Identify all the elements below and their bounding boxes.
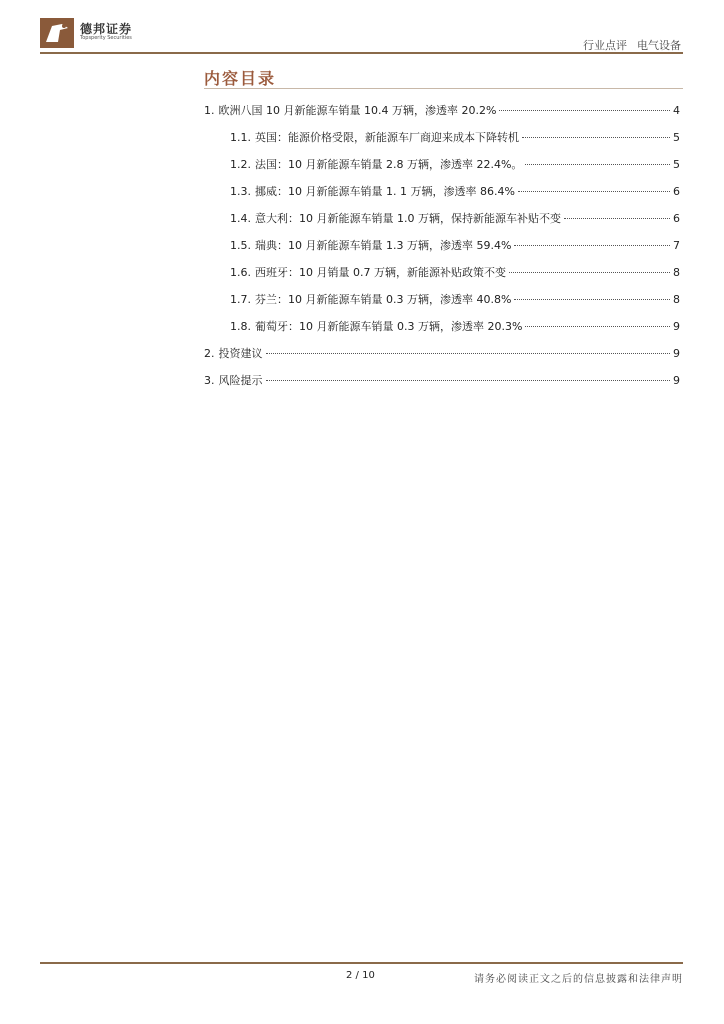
- toc-entry-number: 1.1.: [230, 131, 251, 144]
- toc-entry-number: 1.6.: [230, 266, 251, 279]
- page-number: 2 / 10: [346, 970, 375, 981]
- report-sector: 电气设备: [637, 39, 681, 52]
- legal-disclaimer: 请务必阅读正文之后的信息披露和法律声明: [474, 974, 683, 985]
- toc-entry-page: 6: [673, 185, 680, 198]
- toc-dot-leader: [499, 110, 670, 111]
- toc-entry-page: 5: [673, 158, 680, 171]
- table-of-contents: [204, 102, 680, 399]
- toc-entry-page: 8: [673, 293, 680, 306]
- toc-entry-page: 4: [673, 104, 680, 117]
- toc-entry-number: 1.3.: [230, 185, 251, 198]
- toc-entry[interactable]: [204, 291, 680, 318]
- toc-entry-label: 投资建议: [218, 347, 263, 360]
- toc-title: 内容目录: [204, 69, 277, 88]
- toc-dot-leader: [564, 218, 670, 219]
- toc-entry-page: 9: [673, 320, 680, 333]
- logo-emblem-icon: [40, 18, 74, 48]
- toc-dot-leader: [514, 299, 670, 300]
- toc-entry-label: 西班牙：10 月销量 0.7 万辆，新能源补贴政策不变: [255, 266, 506, 279]
- toc-entry-number: 1.4.: [230, 212, 251, 225]
- toc-entry[interactable]: [204, 183, 680, 210]
- toc-entry-page: 5: [673, 131, 680, 144]
- toc-entry[interactable]: [204, 237, 680, 264]
- toc-entry-number: 2.: [204, 347, 215, 360]
- toc-entry-number: 1.8.: [230, 320, 251, 333]
- report-category: 行业点评: [583, 39, 627, 52]
- header-divider: [40, 52, 683, 54]
- logo-name: 德邦证券: [80, 22, 133, 36]
- toc-entry-page: 6: [673, 212, 680, 225]
- toc-entry-page: 8: [673, 266, 680, 279]
- toc-entry[interactable]: [204, 129, 680, 156]
- toc-entry[interactable]: [204, 210, 680, 237]
- toc-dot-leader: [525, 164, 670, 165]
- toc-entry-page: 9: [673, 374, 680, 387]
- toc-entry[interactable]: [204, 372, 680, 399]
- toc-entry-label: 葡萄牙：10 月新能源车销量 0.3 万辆，渗透率 20.3%: [255, 320, 523, 333]
- toc-entry[interactable]: [204, 345, 680, 372]
- logo-subtitle: Topsperity Securities: [80, 35, 132, 41]
- toc-entry-label: 意大利：10 月新能源车销量 1.0 万辆，保持新能源车补贴不变: [255, 212, 561, 225]
- toc-entry-label: 瑞典：10 月新能源车销量 1.3 万辆，渗透率 59.4%: [255, 239, 512, 252]
- toc-dot-leader: [266, 353, 671, 354]
- toc-entry-number: 3.: [204, 374, 215, 387]
- toc-entry[interactable]: [204, 156, 680, 183]
- toc-entry-label: 法国：10 月新能源车销量 2.8 万辆，渗透率 22.4%。: [255, 158, 523, 171]
- toc-entry-label: 芬兰：10 月新能源车销量 0.3 万辆，渗透率 40.8%: [255, 293, 512, 306]
- toc-entry-label: 风险提示: [218, 374, 263, 387]
- toc-dot-leader: [518, 191, 670, 192]
- toc-entry-label: 英国：能源价格受限，新能源车厂商迎来成本下降转机: [255, 131, 519, 144]
- toc-dot-leader: [525, 326, 670, 327]
- toc-entry-page: 9: [673, 347, 680, 360]
- toc-dot-leader: [509, 272, 670, 273]
- toc-entry[interactable]: [204, 102, 680, 129]
- toc-title-divider: [204, 88, 683, 89]
- toc-dot-leader: [514, 245, 670, 246]
- toc-entry-label: 欧洲八国 10 月新能源车销量 10.4 万辆，渗透率 20.2%: [218, 104, 497, 117]
- header-report-type: [583, 37, 681, 53]
- footer-divider: [40, 962, 683, 964]
- toc-entry-number: 1.2.: [230, 158, 251, 171]
- toc-entry-number: 1.7.: [230, 293, 251, 306]
- toc-dot-leader: [266, 380, 671, 381]
- toc-dot-leader: [522, 137, 670, 138]
- toc-entry-page: 7: [673, 239, 680, 252]
- toc-entry[interactable]: [204, 318, 680, 345]
- toc-entry[interactable]: [204, 264, 680, 291]
- company-logo: [40, 18, 152, 48]
- toc-entry-label: 挪威：10 月新能源车销量 1. 1 万辆，渗透率 86.4%: [255, 185, 515, 198]
- toc-entry-number: 1.5.: [230, 239, 251, 252]
- toc-entry-number: 1.: [204, 104, 215, 117]
